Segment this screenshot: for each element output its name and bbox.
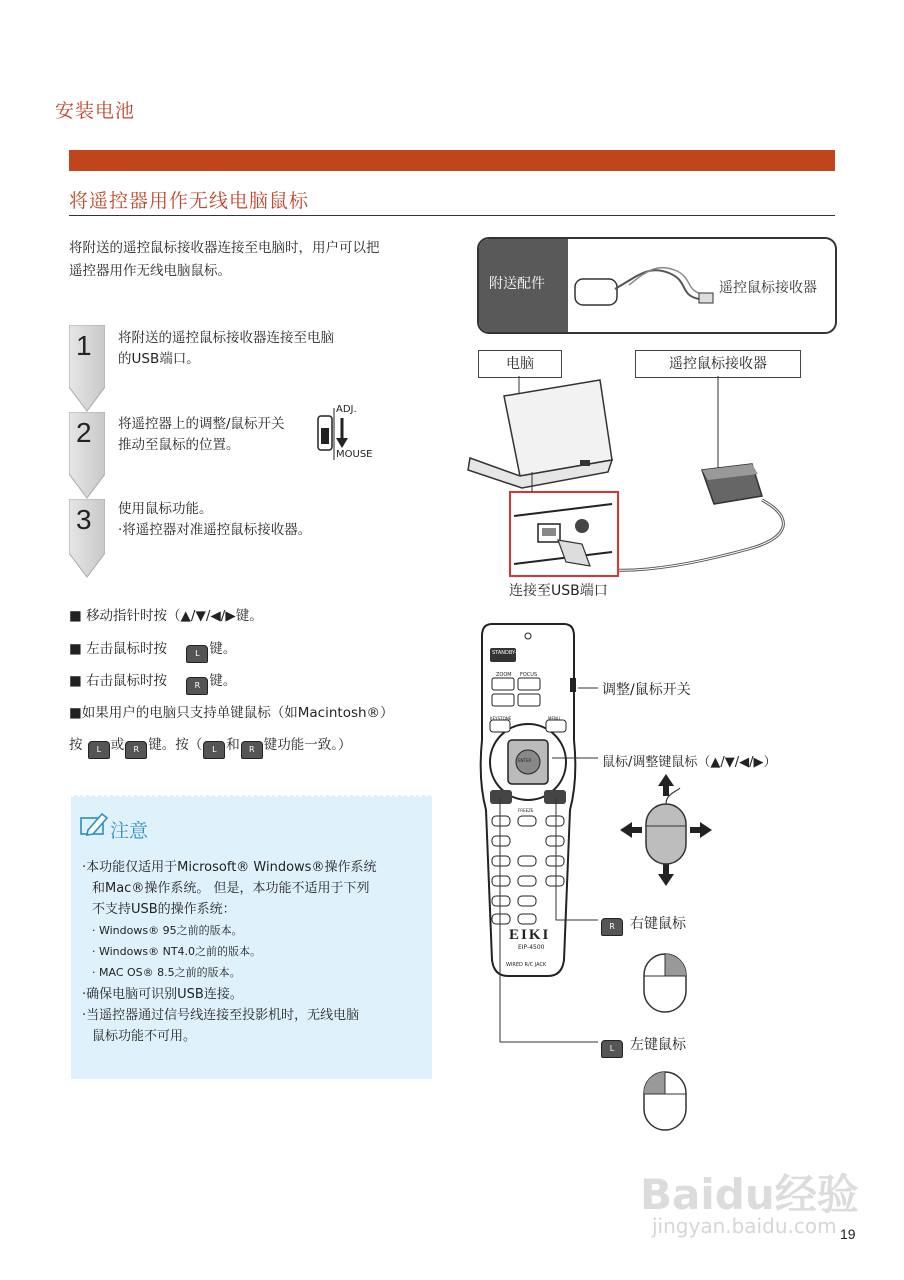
step-2-text [118,414,285,456]
receiver-dongle-icon [569,255,719,315]
switch-caption: 调整/鼠标开关 [602,682,691,698]
note-os-1: · Windows® 95之前的版本。 [92,924,243,937]
left-click-button-icon: L [88,741,110,759]
intro-line-1: 将附送的遥控鼠标接收器连接至电脑时，用户可以把 [69,240,380,256]
bullet-left-click-pre: ■ 左击鼠标时按 [69,641,168,657]
switch-label-adj: ADJ. [336,404,357,415]
bullet-left-click-post: 键。 [209,641,237,657]
note-p1-line-3: 不支持USB的操作系统： [92,902,236,917]
bullet-single-button-mouse: ■如果用户的电脑只支持单键鼠标（如Macintosh®） [69,705,394,721]
step-2-number: 2 [76,417,92,448]
bullet-left-click [69,639,236,663]
step-1-line-2: 的USB端口。 [118,351,200,367]
bullet-detail-pre: 按 [69,737,83,753]
section-bar [69,150,835,171]
left-click-caption: 左键鼠标 [630,1037,686,1053]
right-click-button-icon: R [125,741,147,759]
step-3-line-1: 使用鼠标功能。 [118,501,213,517]
remote-enter-label: ENTER [518,758,532,763]
left-click-button-icon: L [601,1040,623,1058]
watermark-logo: Baidu经验 [640,1170,859,1219]
remote-brand: EIKI [509,927,551,943]
mouse-move-diagram [618,770,714,890]
right-click-button-icon: R [241,741,263,759]
note-p1-line-2: 和Mac®操作系统。 但是，本功能不适用于下列 [92,881,370,896]
step-2-line-1: 将遥控器上的调整/鼠标开关 [118,416,285,432]
section-title: 将遥控器用作无线电脑鼠标 [69,190,310,212]
bullet-detail-and: 和 [226,737,240,753]
right-click-button-icon: R [601,918,623,936]
accessory-name: 遥控鼠标接收器 [719,280,817,296]
pc-label: 电脑 [478,350,562,378]
left-click-button-icon: L [203,741,225,759]
switch-label-mouse: MOUSE [336,449,373,460]
remote-standby-label: STANDBY-ON [492,650,525,656]
bullet-single-button-detail [69,735,352,759]
right-click-row [600,911,624,936]
step-2-line-2: 推动至鼠标的位置。 [118,437,240,453]
laptop-screen [504,380,612,476]
receiver-label: 遥控鼠标接收器 [635,350,801,378]
note-os-2: · Windows® NT4.0之前的版本。 [92,945,262,958]
step-1-line-1: 将附送的遥控鼠标接收器连接至电脑 [118,330,334,346]
bullet-detail-or: 或 [110,737,125,753]
bullet-right-click-pre: ■ 右击鼠标时按 [69,673,168,689]
left-click-button-icon: L [186,645,208,663]
bullet-detail-press: 键。按（ [148,737,203,753]
note-p1-line-1: ·本功能仅适用于Microsoft® Windows®操作系统 [82,860,377,875]
note-p2: ·确保电脑可识别USB连接。 [82,987,243,1002]
pc-connection-diagram [462,376,822,586]
intro-paragraph [69,237,449,283]
remote-menu-label: MENU [548,716,560,721]
section-rule [69,215,835,216]
note-p3-line-1: ·当遥控器通过信号线连接至投影机时，无线电脑 [82,1008,360,1023]
note-pencil-icon [78,810,110,840]
step-3-text [118,499,311,541]
watermark-url: jingyan.baidu.com [652,1214,837,1238]
remote-zoom-label: ZOOM [496,672,512,678]
bullet-move-pointer: ■ 移动指针时按（▲/▼/◀/▶键。 [69,608,263,624]
note-os-3: · MAC OS® 8.5之前的版本。 [92,966,241,979]
accessory-label: 附送配件 [489,276,545,292]
remote-jack-label: WIRED R/C JACK [506,962,547,968]
remote-focus-label: FOCUS [520,672,538,678]
accessory-box [477,237,837,334]
bullet-detail-post: 键功能一致。） [263,737,352,753]
note-box-dotted-edge [71,792,432,798]
step-3-line-2: ·将遥控器对准遥控鼠标接收器。 [118,522,312,538]
bullet-right-click-post: 键。 [209,673,237,689]
left-click-mouse-icon [640,1068,690,1134]
right-click-caption: 右键鼠标 [630,916,686,932]
usb-port-caption: 连接至USB端口 [509,583,608,599]
intro-line-2: 遥控器用作无线电脑鼠标。 [69,263,231,279]
step-1-text [118,328,334,370]
step-1-number: 1 [76,330,92,361]
note-title: 注意 [110,820,149,842]
left-click-row [600,1033,624,1058]
remote-keystone-label: KEYSTONE [490,716,512,721]
right-click-button-icon: R [186,677,208,695]
remote-model: EIP-4500 [518,944,545,951]
note-p3-line-2: 鼠标功能不可用。 [92,1029,197,1044]
page-heading: 安装电池 [55,100,136,122]
bullet-right-click [69,671,236,695]
remote-freeze-label: FREEZE [518,808,534,813]
step-3-number: 3 [76,504,92,535]
remote-leader-lines [490,680,610,1050]
page-number: 19 [840,1226,856,1242]
right-click-mouse-icon [640,950,690,1016]
mouse-keys-caption: 鼠标/调整键鼠标（▲/▼/◀/▶） [602,755,777,770]
